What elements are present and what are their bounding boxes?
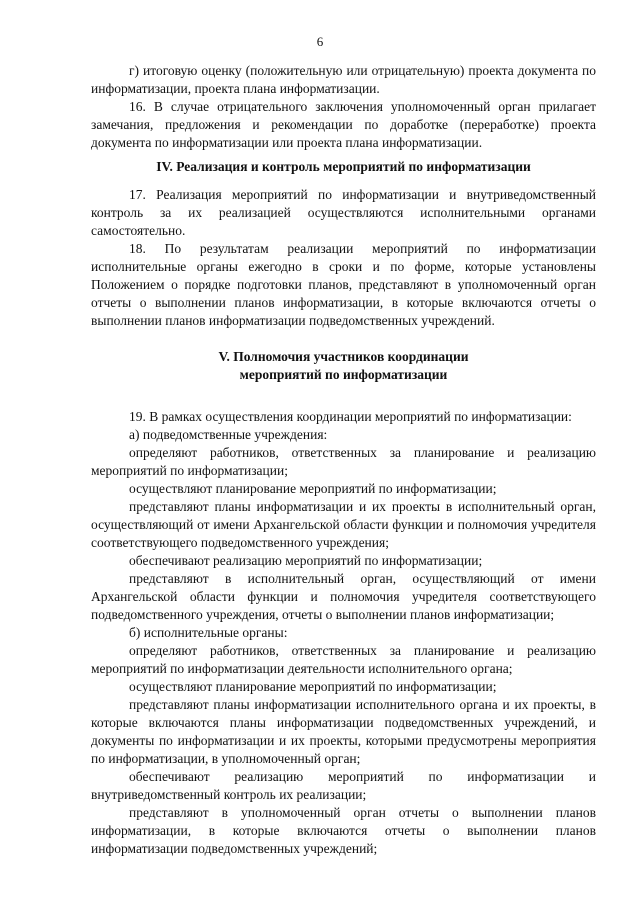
- subitem-a-1: определяют работников, ответственных за планирование и реализацию мероприятий по информатизации;: [91, 445, 596, 478]
- paragraph-16: 16. В случае отрицательного заключения уполномоченный орган прилагает замечания, предложения и рекомендации по доработке (переработке) проекта документа по информатизации или проекта плана информатизации.: [91, 99, 596, 150]
- subitem-b-2: осуществляют планирование мероприятий по информатизации;: [129, 679, 497, 694]
- paragraph-18: 18. По результатам реализации мероприятий по информатизации исполнительные органы ежегодно в сроки и по форме, которые установлены Положением о порядке подготовки планов, представляют в уполномоченный орган отчеты о выполнении планов информатизации, в которые включаются отчеты о выполнении планов информатизации подведомственных учреждений.: [91, 241, 596, 328]
- subitem-a-3: представляют планы информатизации и их проекты в исполнительный орган, осуществляющий от имени Архангельской области функции и полномочия учредителя соответствующего подведомственного учреждения;: [91, 499, 596, 550]
- subitem-b-3: представляют планы информатизации исполнительного органа и их проекты, в которые включаются планы информатизации подведомственных учреждений, и документы по информатизации и их проекты, которыми предусмотрены мероприятия по информатизации, в уполномоченный орган;: [91, 697, 596, 766]
- subitem-a-2: осуществляют планирование мероприятий по информатизации;: [129, 481, 497, 496]
- subitem-a-5: представляют в исполнительный орган, осуществляющий от имени Архангельской области функции и полномочия учредителя соответствующего подведомственного учреждения, отчеты о выполнении планов информатизации;: [91, 571, 596, 622]
- paragraph-17: 17. Реализация мероприятий по информатизации и внутриведомственный контроль за их реализацией осуществляются исполнительными органами самостоятельно.: [91, 187, 596, 238]
- subitem-a-4: обеспечивают реализацию мероприятий по информатизации;: [129, 553, 483, 568]
- paragraph-19: 19. В рамках осуществления координации мероприятий по информатизации:: [129, 409, 572, 424]
- page-number: 6: [316, 34, 324, 49]
- subitem-b-5: представляют в уполномоченный орган отчеты о выполнении планов информатизации, в которые включаются отчеты о выполнении планов информатизации подведомственных учреждений;: [91, 805, 596, 856]
- paragraph-15g: г) итоговую оценку (положительную или отрицательную) проекта документа по информатизации, проекта плана информатизации.: [91, 63, 596, 96]
- subitem-b-4: обеспечивают реализацию мероприятий по информатизации и внутриведомственный контроль их реализации;: [91, 769, 596, 802]
- section-heading-iv: IV. Реализация и контроль мероприятий по информатизации: [156, 159, 531, 174]
- subitem-a-heading: а) подведомственные учреждения:: [129, 427, 328, 442]
- subitem-b-1: определяют работников, ответственных за планирование и реализацию мероприятий по информатизации деятельности исполнительного органа;: [91, 643, 596, 676]
- subitem-b-heading: б) исполнительные органы:: [129, 625, 288, 640]
- section-heading-v: V. Полномочия участников координации мероприятий по информатизации: [218, 349, 469, 382]
- document-body: [91, 62, 596, 858]
